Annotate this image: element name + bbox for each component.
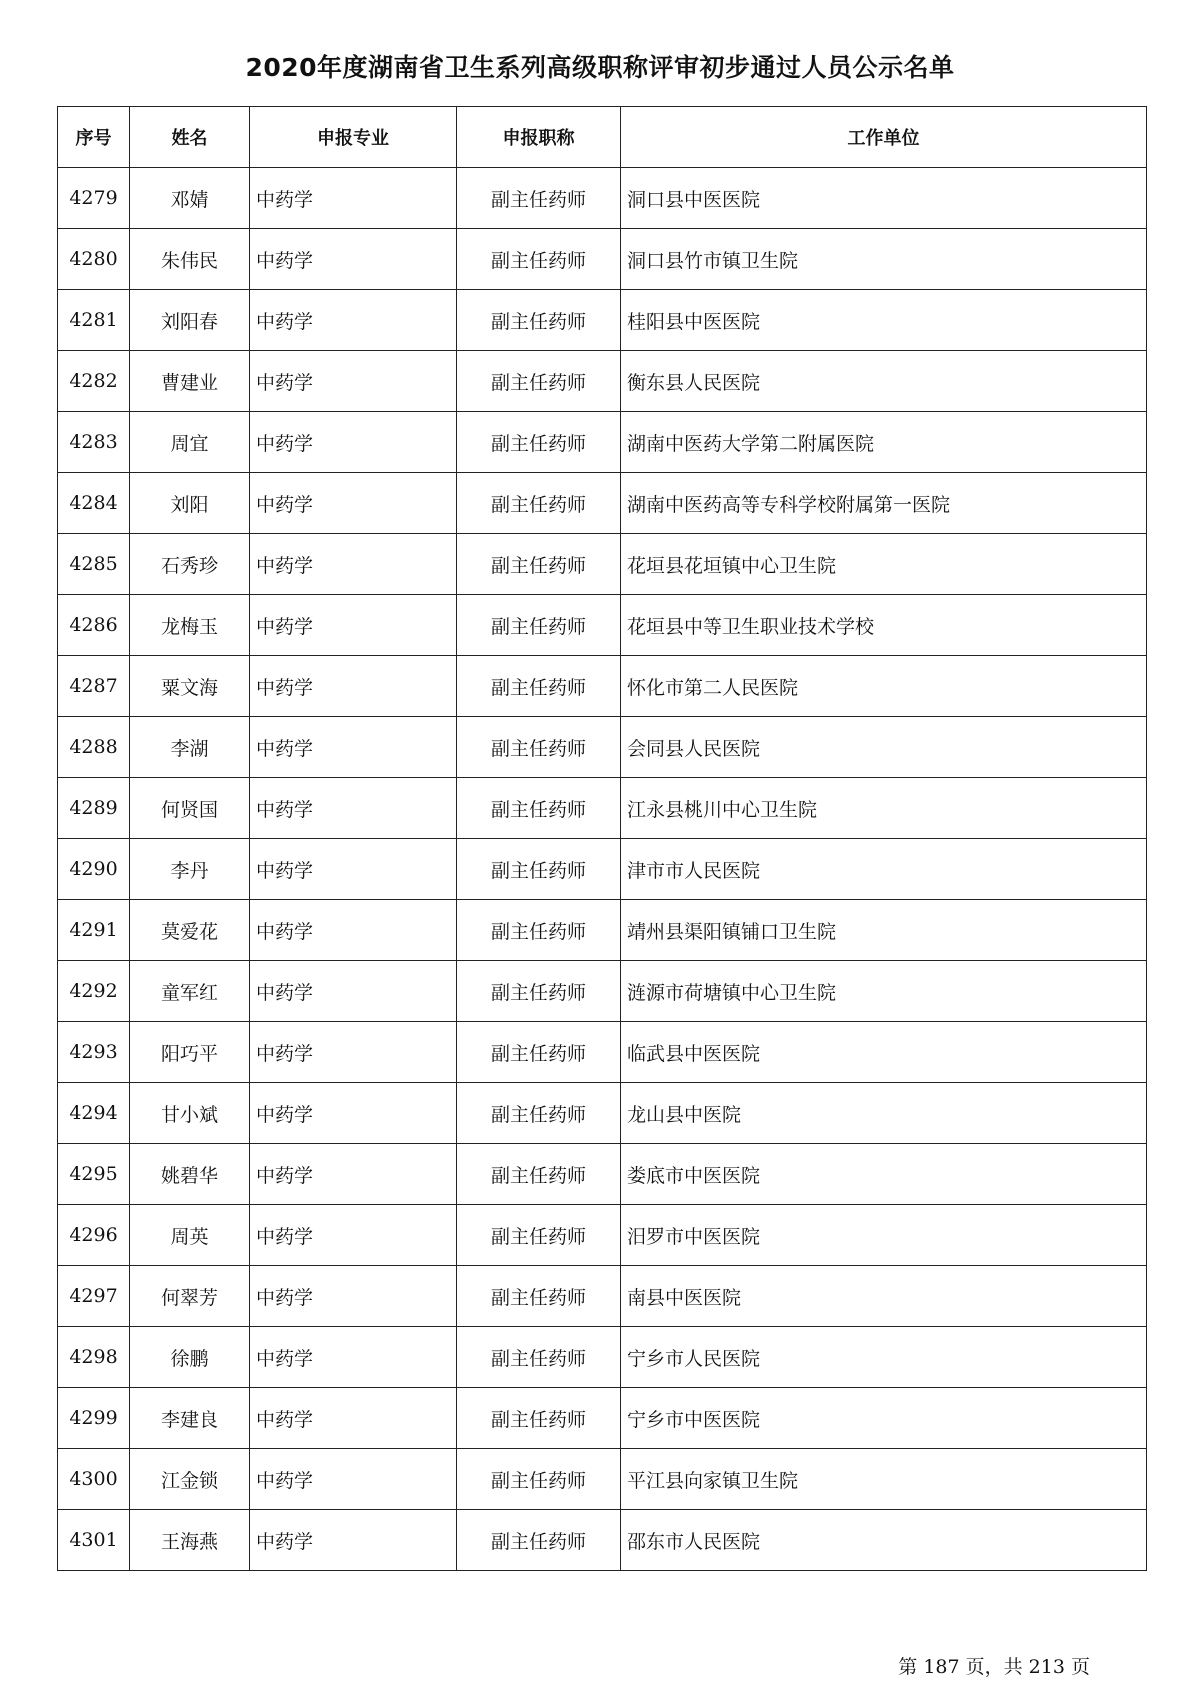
cell-title: 副主任药师: [457, 961, 621, 1022]
cell-no: 4298: [58, 1327, 130, 1388]
cell-major: 中药学: [250, 1144, 457, 1205]
header-unit: 工作单位: [621, 107, 1147, 168]
cell-title: 副主任药师: [457, 1327, 621, 1388]
cell-major: 中药学: [250, 595, 457, 656]
table-row: [58, 1388, 1147, 1449]
cell-title: 副主任药师: [457, 1510, 621, 1571]
cell-unit: 娄底市中医医院: [621, 1144, 1147, 1205]
table-row: [58, 656, 1147, 717]
cell-major: 中药学: [250, 961, 457, 1022]
cell-major: 中药学: [250, 168, 457, 229]
cell-no: 4287: [58, 656, 130, 717]
cell-name: 曹建业: [130, 351, 250, 412]
table-row: [58, 1144, 1147, 1205]
cell-unit: 津市市人民医院: [621, 839, 1147, 900]
table-row: [58, 595, 1147, 656]
cell-unit: 衡东县人民医院: [621, 351, 1147, 412]
cell-unit: 洞口县中医医院: [621, 168, 1147, 229]
cell-name: 龙梅玉: [130, 595, 250, 656]
cell-name: 刘阳春: [130, 290, 250, 351]
cell-unit: 桂阳县中医医院: [621, 290, 1147, 351]
cell-name: 石秀珍: [130, 534, 250, 595]
cell-no: 4301: [58, 1510, 130, 1571]
cell-unit: 湖南中医药大学第二附属医院: [621, 412, 1147, 473]
table-row: [58, 412, 1147, 473]
cell-no: 4290: [58, 839, 130, 900]
cell-no: 4281: [58, 290, 130, 351]
cell-name: 李建良: [130, 1388, 250, 1449]
cell-name: 阳巧平: [130, 1022, 250, 1083]
table-row: [58, 961, 1147, 1022]
cell-title: 副主任药师: [457, 1022, 621, 1083]
cell-major: 中药学: [250, 778, 457, 839]
table-row: [58, 717, 1147, 778]
cell-unit: 靖州县渠阳镇铺口卫生院: [621, 900, 1147, 961]
table-row: [58, 1327, 1147, 1388]
cell-title: 副主任药师: [457, 656, 621, 717]
cell-unit: 宁乡市人民医院: [621, 1327, 1147, 1388]
cell-unit: 湖南中医药高等专科学校附属第一医院: [621, 473, 1147, 534]
cell-name: 何贤国: [130, 778, 250, 839]
cell-title: 副主任药师: [457, 1449, 621, 1510]
header-major: 申报专业: [250, 107, 457, 168]
cell-major: 中药学: [250, 1327, 457, 1388]
cell-no: 4285: [58, 534, 130, 595]
cell-title: 副主任药师: [457, 473, 621, 534]
cell-unit: 江永县桃川中心卫生院: [621, 778, 1147, 839]
cell-major: 中药学: [250, 1449, 457, 1510]
header-row: [58, 107, 1147, 168]
cell-major: 中药学: [250, 1083, 457, 1144]
cell-name: 周英: [130, 1205, 250, 1266]
cell-no: 4295: [58, 1144, 130, 1205]
header-title: 申报职称: [457, 107, 621, 168]
cell-unit: 洞口县竹市镇卫生院: [621, 229, 1147, 290]
cell-unit: 龙山县中医院: [621, 1083, 1147, 1144]
cell-unit: 平江县向家镇卫生院: [621, 1449, 1147, 1510]
cell-title: 副主任药师: [457, 1266, 621, 1327]
cell-name: 童军红: [130, 961, 250, 1022]
cell-title: 副主任药师: [457, 351, 621, 412]
table-row: [58, 1205, 1147, 1266]
cell-no: 4282: [58, 351, 130, 412]
cell-major: 中药学: [250, 839, 457, 900]
cell-title: 副主任药师: [457, 1083, 621, 1144]
cell-no: 4293: [58, 1022, 130, 1083]
cell-title: 副主任药师: [457, 1144, 621, 1205]
cell-major: 中药学: [250, 1388, 457, 1449]
cell-unit: 会同县人民医院: [621, 717, 1147, 778]
table-row: [58, 1449, 1147, 1510]
document-title: 2020年度湖南省卫生系列高级职称评审初步通过人员公示名单: [245, 53, 955, 82]
cell-major: 中药学: [250, 717, 457, 778]
table-row: [58, 168, 1147, 229]
cell-unit: 花垣县花垣镇中心卫生院: [621, 534, 1147, 595]
cell-major: 中药学: [250, 1205, 457, 1266]
cell-major: 中药学: [250, 290, 457, 351]
cell-title: 副主任药师: [457, 1205, 621, 1266]
header-name: 姓名: [130, 107, 250, 168]
table-row: [58, 229, 1147, 290]
cell-name: 邓婧: [130, 168, 250, 229]
cell-no: 4283: [58, 412, 130, 473]
cell-major: 中药学: [250, 412, 457, 473]
cell-no: 4299: [58, 1388, 130, 1449]
cell-no: 4300: [58, 1449, 130, 1510]
table-row: [58, 290, 1147, 351]
cell-major: 中药学: [250, 1510, 457, 1571]
cell-unit: 南县中医医院: [621, 1266, 1147, 1327]
cell-name: 莫爱花: [130, 900, 250, 961]
cell-unit: 怀化市第二人民医院: [621, 656, 1147, 717]
cell-no: 4286: [58, 595, 130, 656]
cell-name: 朱伟民: [130, 229, 250, 290]
cell-unit: 邵东市人民医院: [621, 1510, 1147, 1571]
cell-major: 中药学: [250, 900, 457, 961]
table-row: [58, 1266, 1147, 1327]
cell-no: 4284: [58, 473, 130, 534]
cell-no: 4289: [58, 778, 130, 839]
table-row: [58, 839, 1147, 900]
cell-name: 甘小斌: [130, 1083, 250, 1144]
cell-no: 4294: [58, 1083, 130, 1144]
cell-name: 粟文海: [130, 656, 250, 717]
cell-no: 4292: [58, 961, 130, 1022]
cell-name: 李丹: [130, 839, 250, 900]
cell-title: 副主任药师: [457, 290, 621, 351]
table-body: [58, 168, 1147, 1571]
cell-title: 副主任药师: [457, 839, 621, 900]
table-row: [58, 900, 1147, 961]
cell-title: 副主任药师: [457, 229, 621, 290]
cell-name: 姚碧华: [130, 1144, 250, 1205]
cell-title: 副主任药师: [457, 717, 621, 778]
cell-major: 中药学: [250, 534, 457, 595]
cell-title: 副主任药师: [457, 778, 621, 839]
cell-unit: 临武县中医医院: [621, 1022, 1147, 1083]
cell-major: 中药学: [250, 1266, 457, 1327]
cell-no: 4279: [58, 168, 130, 229]
cell-unit: 宁乡市中医医院: [621, 1388, 1147, 1449]
header-no: 序号: [58, 107, 130, 168]
cell-major: 中药学: [250, 656, 457, 717]
cell-no: 4296: [58, 1205, 130, 1266]
cell-name: 周宜: [130, 412, 250, 473]
table-row: [58, 351, 1147, 412]
cell-unit: 花垣县中等卫生职业技术学校: [621, 595, 1147, 656]
cell-name: 刘阳: [130, 473, 250, 534]
cell-title: 副主任药师: [457, 168, 621, 229]
cell-no: 4291: [58, 900, 130, 961]
table-row: [58, 473, 1147, 534]
table-row: [58, 534, 1147, 595]
table-row: [58, 1510, 1147, 1571]
table-row: [58, 778, 1147, 839]
roster-table: [57, 106, 1147, 1571]
cell-title: 副主任药师: [457, 595, 621, 656]
cell-name: 江金锁: [130, 1449, 250, 1510]
cell-name: 王海燕: [130, 1510, 250, 1571]
cell-name: 徐鹏: [130, 1327, 250, 1388]
cell-unit: 涟源市荷塘镇中心卫生院: [621, 961, 1147, 1022]
table-row: [58, 1022, 1147, 1083]
cell-title: 副主任药师: [457, 412, 621, 473]
cell-major: 中药学: [250, 351, 457, 412]
cell-name: 何翠芳: [130, 1266, 250, 1327]
cell-title: 副主任药师: [457, 534, 621, 595]
cell-title: 副主任药师: [457, 900, 621, 961]
cell-no: 4288: [58, 717, 130, 778]
cell-major: 中药学: [250, 229, 457, 290]
cell-major: 中药学: [250, 473, 457, 534]
page-number-footer: 第 187 页，共 213 页: [898, 1656, 1090, 1678]
cell-name: 李湖: [130, 717, 250, 778]
cell-title: 副主任药师: [457, 1388, 621, 1449]
cell-no: 4280: [58, 229, 130, 290]
cell-major: 中药学: [250, 1022, 457, 1083]
table-row: [58, 1083, 1147, 1144]
cell-unit: 汨罗市中医医院: [621, 1205, 1147, 1266]
cell-no: 4297: [58, 1266, 130, 1327]
